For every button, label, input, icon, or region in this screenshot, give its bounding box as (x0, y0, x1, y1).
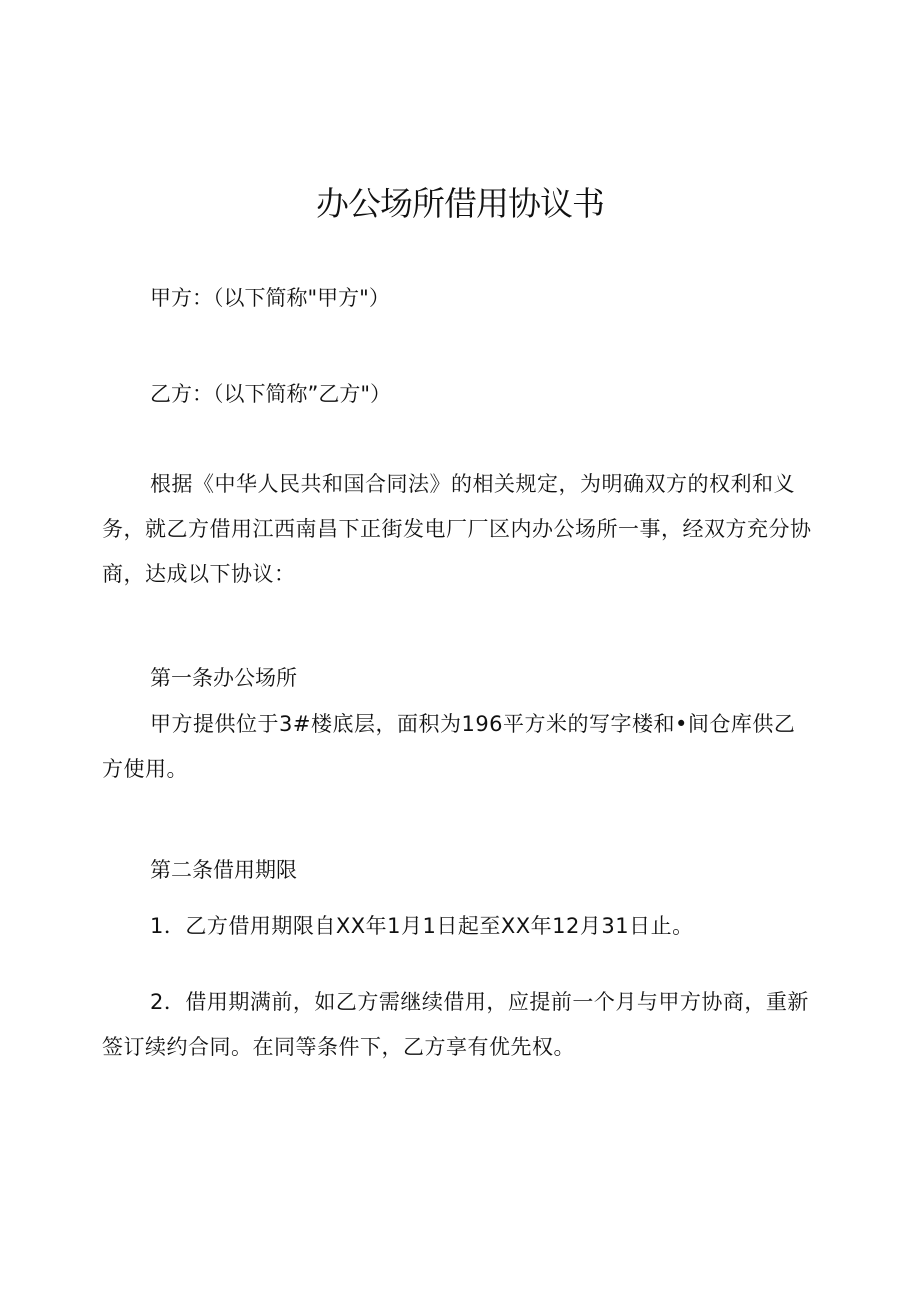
article-1-body: 甲方提供位于3#楼底层，面积为196平方米的写字楼和•间仓库供乙方使用。 (102, 712, 796, 781)
article-2-item-2: 2．借用期满前，如乙方需继续借用，应提前一个月与甲方协商，重新签订续约合同。在同等条件下，乙方享有优先权。 (102, 990, 809, 1059)
party-b-line: 乙方：（以下简称”乙方"） (150, 382, 392, 406)
party-a-line: 甲方：（以下简称"甲方"） (150, 286, 390, 310)
intro-paragraph: 根据《中华人民共和国合同法》的相关规定，为明确双方的权利和义务，就乙方借用江西南昌下正街发电厂厂区内办公场所一事，经双方充分协商，达成以下协议： (102, 472, 812, 586)
article-2-heading: 第二条借用期限 (150, 858, 297, 882)
document-title: 办公场所借用协议书 (316, 184, 604, 223)
article-1-heading: 第一条办公场所 (150, 666, 297, 690)
article-2-item-1: 1．乙方借用期限自XX年1月1日起至XX年12月31日止。 (150, 914, 694, 938)
